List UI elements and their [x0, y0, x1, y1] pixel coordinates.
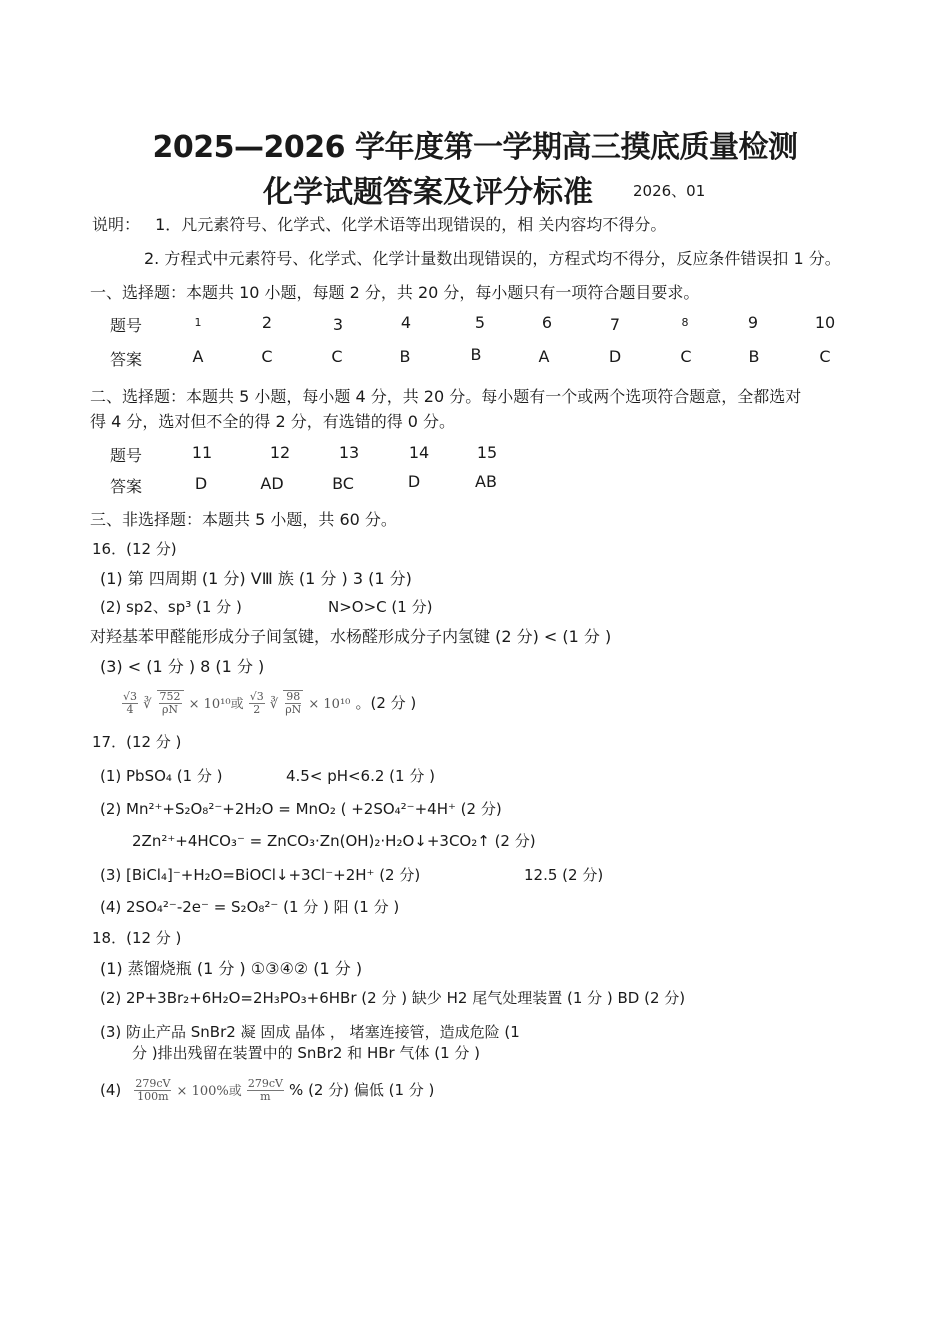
section1-question-number: 3: [332, 315, 344, 334]
section1-answer: A: [538, 347, 550, 366]
section1-question-number: 6: [541, 313, 553, 332]
section2-answer: AB: [475, 472, 497, 491]
section1-answer: B: [748, 347, 760, 366]
section1-question-number: 2: [261, 313, 273, 332]
section1-answer: C: [261, 347, 273, 366]
q17-part3a: (3) [BiCl₄]⁻+H₂O=BiOCl↓+3Cl⁻+2H⁺ (2 分): [100, 866, 421, 884]
q18-part2: (2) 2P+3Br₂+6H₂O=2H₃PO₃+6HBr (2 分 ) 缺少 H2 尾气处理装置 (1 分 ) BD (2 分): [100, 989, 686, 1007]
q16-part2c: 对羟基苯甲醛能形成分子间氢键，水杨醛形成分子内氢键 (2 分) < (1 分 ): [90, 627, 612, 646]
q16-part3: (3) < (1 分 ) 8 (1 分 ): [100, 657, 265, 676]
page-title: 2025—2026 学年度第一学期高三摸底质量检测: [152, 130, 798, 165]
section2-answer-label: 答案: [110, 477, 143, 496]
q17-heading: 17．(12 分 ): [92, 733, 182, 751]
q17-part2b: 2Zn²⁺+4HCO₃⁻ = ZnCO₃·Zn(OH)₂·H₂O↓+3CO₂↑ (2 分): [132, 832, 536, 850]
q18-part1: (1) 蒸馏烧瓶 (1 分 ) ①③④② (1 分 ): [100, 959, 363, 978]
q17-part3b: 12.5 (2 分): [524, 866, 604, 884]
formula-fraction: $\frac{√3}{4}$: [123, 690, 138, 716]
formula-fraction: $\frac{752}{\rho N}$: [159, 690, 181, 716]
section1-question-number: 4: [400, 313, 412, 332]
q16-part2b: N>O>C (1 分): [328, 598, 433, 616]
q18-heading: 18．(12 分 ): [92, 929, 182, 947]
section1-answer: B: [399, 347, 411, 366]
section2-answer: D: [407, 472, 421, 491]
section1-question-label: 题号: [110, 316, 143, 335]
q17-part1a: (1) PbSO₄ (1 分 ): [100, 767, 223, 785]
section1-question-number: 8: [681, 316, 689, 329]
note-1: 1．凡元素符号、化学式、化学术语等出现错误的，相 关内容均不得分。: [155, 215, 667, 234]
section1-answer: C: [680, 347, 692, 366]
section3-heading: 三、非选择题：本题共 5 小题，共 60 分。: [90, 510, 397, 529]
section2-question-number: 14: [408, 443, 430, 462]
q17-part4: (4) 2SO₄²⁻-2e⁻ = S₂O₈²⁻ (1 分 ) 阳 (1 分 ): [100, 898, 400, 916]
section2-question-number: 11: [191, 443, 213, 462]
formula-fraction: $\frac{279cV}{m}$: [247, 1077, 283, 1103]
section1-question-number: 7: [609, 315, 621, 334]
q18-part4: (4) $\frac{279cV}{100m}$ × 100%或 $\frac{279cV}{m}$ % (2 分) 偏低 (1 分 ): [100, 1077, 435, 1103]
q18-part3a: (3) 防止产品 SnBr2 凝 固成 晶体 ， 堵塞连接管，造成危险 (1: [100, 1023, 520, 1041]
section2-answer: AD: [260, 474, 284, 493]
notes-prefix: 说明：: [92, 215, 141, 234]
formula-fraction: $\frac{279cV}{100m}$: [135, 1077, 171, 1103]
section1-answer: C: [331, 347, 343, 366]
q16-part1: (1) 第 四周期 (1 分) VⅢ 族 (1 分 ) 3 (1 分): [100, 569, 412, 588]
section1-heading: 一、选择题：本题共 10 小题，每题 2 分，共 20 分，每小题只有一项符合题目要求。: [90, 283, 700, 302]
section1-answer-label: 答案: [110, 350, 143, 369]
section2-question-number: 12: [269, 443, 291, 462]
section2-heading-line1: 二、选择题：本题共 5 小题，每小题 4 分，共 20 分。每小题有一个或两个选项符合题意，全都选对: [90, 387, 802, 406]
section2-answer: BC: [332, 474, 354, 493]
section1-question-number: 5: [474, 313, 486, 332]
section1-question-number: 10: [814, 313, 836, 332]
page-subtitle: 化学试题答案及评分标准: [263, 175, 593, 210]
section2-answer: D: [194, 474, 208, 493]
section1-answer: B: [470, 345, 482, 364]
q18-part3b: 分 )排出残留在装置中的 SnBr2 和 HBr 气体 (1 分 ): [132, 1044, 481, 1062]
section2-question-label: 题号: [110, 446, 143, 465]
formula-fraction: $\frac{98}{\rho N}$: [285, 690, 302, 716]
section2-heading-line2: 得 4 分，选对但不全的得 2 分，有选错的得 0 分。: [90, 412, 456, 431]
q17-part1b: 4.5< pH<6.2 (1 分 ): [286, 767, 435, 785]
q16-part2a: (2) sp2、sp³ (1 分 ): [100, 598, 242, 616]
notes-line-1: [92, 212, 666, 235]
section2-question-number: 13: [338, 443, 360, 462]
q17-part2a: (2) Mn²⁺+S₂O₈²⁻+2H₂O = MnO₂ ( +2SO₄²⁻+4H⁺ (2 分): [100, 800, 502, 818]
section1-answer: C: [819, 347, 831, 366]
section1-answer: A: [192, 347, 204, 366]
section1-question-number: 1: [194, 316, 202, 329]
section2-question-number: 15: [476, 443, 498, 462]
note-2: 2. 方程式中元素符号、化学式、化学计量数出现错误的，方程式均不得分，反应条件错误扣 1 分。: [144, 249, 841, 268]
q16-formula: $\frac{√3}{4}$ ∛ $\frac{752}{\rho N}$ × 10¹⁰或 $\frac{√3}{2}$ ∛ $\frac{98}{\rho N}$ × 10¹⁰ 。(2 分 ): [123, 690, 417, 716]
formula-fraction: $\frac{√3}{2}$: [249, 690, 264, 716]
section1-answer: D: [608, 347, 622, 366]
section1-question-number: 9: [747, 313, 759, 332]
document-date: 2026、01: [633, 182, 706, 200]
q16-heading: 16．(12 分): [92, 540, 177, 558]
